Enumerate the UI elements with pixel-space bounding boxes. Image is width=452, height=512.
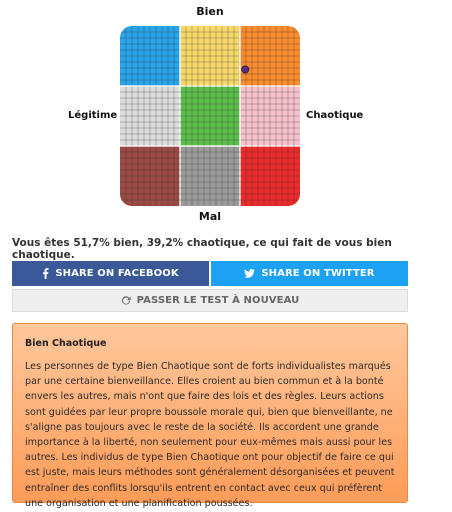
alignment-grid [120,26,300,206]
card-description: Les personnes de type Bien Chaotique sont de forts individualistes marqués par une certaine bienveillance. Elles croient au bien commun et à la bonté envers les autres, mais n'ont que faire des lois et des règles. Leurs actions sont guidées par leur propre boussole morale qui, bien que bienveillante, ne s'aligne pas toujours avec le reste de la société. Ils accordent une grande importance à la liberté, non seulement pour eux-mêmes mais aussi pour les autres. Les individus de type Bien Chaotique ont pour objectif de faire ce qui est juste, mais leurs méthodes sont généralement désorganisées et peuvent entraîner des conflits lorsqu'ils entrent en contact avec ceux qui préfèrent une organisation et une planification poussées. [25,361,395,509]
result-summary: Vous êtes 51,7% bien, 39,2% chaotique, ce qui fait de vous bien chaotique. [12,237,392,261]
facebook-icon [42,268,49,279]
retake-test-button[interactable] [12,289,408,312]
axis-label-chaotic: Chaotique [306,110,364,121]
retake-test-label: PASSER LE TEST À NOUVEAU [136,295,300,306]
twitter-icon [244,269,255,278]
share-facebook-label: SHARE ON FACEBOOK [55,268,179,279]
share-twitter-button[interactable] [211,261,408,286]
alignment-description-card [12,323,408,509]
share-facebook-button[interactable] [12,261,209,286]
refresh-icon [121,296,131,306]
axis-label-lawful: Légitime [68,110,118,121]
alignment-chart [120,26,300,206]
position-marker [242,66,249,73]
share-twitter-label: SHARE ON TWITTER [261,268,375,279]
axis-label-good: Bien [196,5,224,18]
axis-label-evil: Mal [198,210,222,223]
card-title: Bien Chaotique [25,338,107,349]
